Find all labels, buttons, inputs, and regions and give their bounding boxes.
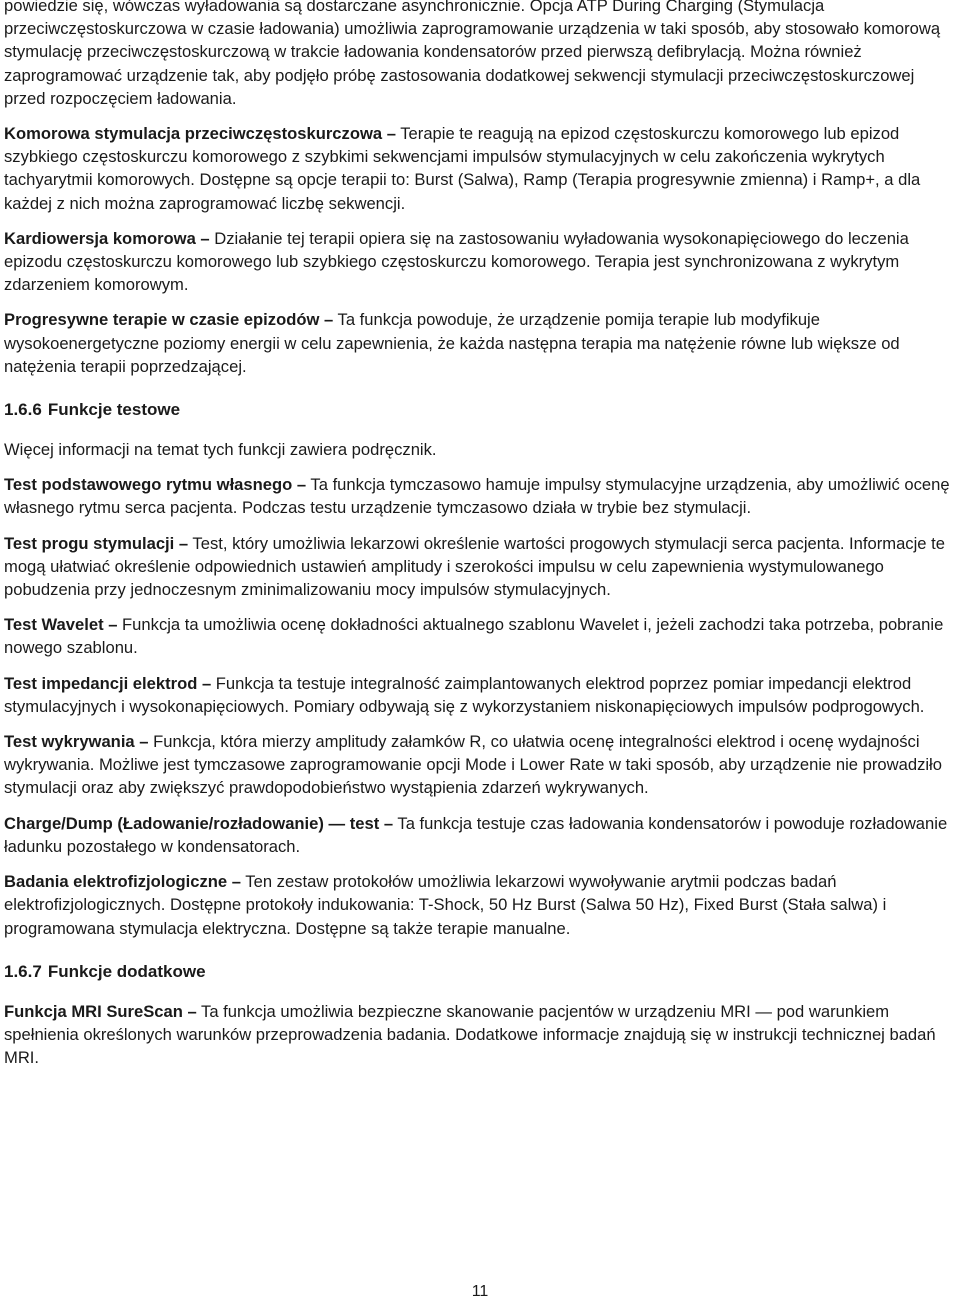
term-label: Test wykrywania – [4, 732, 149, 752]
term-description: Ta funkcja testuje czas ładowania kondensatorów i powoduje rozładowanie ładunku pozostałego w kondensatorach. [4, 813, 948, 856]
section-number: 1.6.6 [4, 400, 42, 420]
paragraph-ep-studies [4, 870, 956, 940]
paragraph-lead-impedance-test [4, 672, 956, 718]
term-label: Kardiowersja komorowa – [4, 228, 210, 248]
term-description: Terapie te reagują na epizod częstoskurczu komorowego lub epizod szybkiego częstoskurczu komorowego z szybkimi sekwencjami impulsów stymulacyjnych w celu zakończenia wykrytych tachyarytmii komorowych. Dostępne są opcje terapii to: Burst (Salwa), Ramp (Terapia progresywnie zmienna) i Ramp+, a dla każdej z nich można zaprogramować liczbę sekwencji. [4, 124, 921, 213]
paragraph-underlying-rhythm-test [4, 473, 956, 519]
paragraph-ventricular-atp [4, 122, 956, 215]
term-description: Funkcja, która mierzy amplitudy załamków R, co ułatwia ocenę integralności elektrod i ocenę wydajności wykrywania. Możliwe jest tymczasowe zaprogramowanie opcji Mode i Lower Rate w taki sposób, aby urządzenie nie prowadziło stymulacji oraz aby zwiększyć prawdopodobieństwo wystąpienia zdarzeń wykrywanych. [4, 732, 942, 798]
paragraph-text: powiedzie się, wówczas wyładowania są dostarczane asynchronicznie. Opcja ATP During Charging (Stymulacja przeciwczęstoskurczowa w czasie ładowania) umożliwia zaprogramowanie urządzenia w taki sposób, aby stosowało komorową stymulację przeciwczęstoskurczową w trakcie ładowania kondensatorów przed pierwszą defibrylacją. Można również zaprogramować urządzenie tak, aby podjęło próbę zastosowania dodatkowej sekwencji stymulacji przeciwczęstoskurczowej przed rozpoczęciem ładowania. [4, 0, 941, 108]
term-label: Badania elektrofizjologiczne – [4, 872, 241, 892]
section-intro [4, 438, 956, 461]
term-label: Test podstawowego rytmu własnego – [4, 475, 307, 495]
paragraph-charge-dump-test [4, 812, 956, 858]
term-description: Funkcja ta testuje integralność zaimplantowanych elektrod poprzez pomiar impedancji elektrod stymulacyjnych i wysokonapięciowych. Pomiary odbywają się z wykorzystaniem niskonapięciowych impulsów podprogowych. [4, 673, 925, 716]
term-label: Test impedancji elektrod – [4, 673, 212, 693]
term-label: Test Wavelet – [4, 615, 118, 635]
term-description: Ten zestaw protokołów umożliwia lekarzowi wywoływanie arytmii podczas badań elektrofizjologicznych. Dostępne protokoły indukowania: T-Shock, 50 Hz Burst (Salwa 50 Hz), Fixed Burst (Stała salwa) i programowana stymulacja elektryczna. Dostępne są także terapie manualne. [4, 872, 887, 938]
section-number: 1.6.7 [4, 961, 42, 981]
paragraph-progressive-episode-therapies [4, 308, 956, 378]
paragraph-wavelet-test [4, 613, 956, 659]
paragraph-atp-during-charging [4, 0, 956, 110]
document-page [4, 0, 956, 1081]
paragraph-pacing-threshold-test [4, 532, 956, 602]
term-description: Ta funkcja tymczasowo hamuje impulsy stymulacyjne urządzenia, aby umożliwić ocenę własnego rytmu serca pacjenta. Podczas testu urządzenie tymczasowo działa w trybie bez stymulacji. [4, 475, 950, 518]
paragraph-ventricular-cardioversion [4, 227, 956, 297]
term-description: Funkcja ta umożliwia ocenę dokładności aktualnego szablonu Wavelet i, jeżeli zachodzi taka potrzeba, pobranie nowego szablonu. [4, 615, 944, 658]
term-label: Komorowa stymulacja przeciwczęstoskurczowa – [4, 124, 396, 144]
term-label: Progresywne terapie w czasie epizodów – [4, 310, 334, 330]
section-heading-1-6-6 [4, 398, 956, 422]
section-heading-1-6-7 [4, 960, 956, 984]
term-label: Funkcja MRI SureScan – [4, 1001, 197, 1021]
term-description: Ta funkcja powoduje, że urządzenie pomija terapie lub modyfikuje wysokoenergetyczne poziomy energii w celu zapewnienia, że każda następna terapia ma natężenie równe lub większe od natężenia terapii poprzedzającej. [4, 310, 900, 376]
section-title: Funkcje testowe [47, 400, 181, 420]
term-description: Test, który umożliwia lekarzowi określenie wartości progowych stymulacji serca pacjenta. Informacje te mogą ułatwiać określenie odpowiednich ustawień amplitudy i szerokości impulsu w celu zapewnienia wystymulowanego pobudzenia przy jednoczesnym zminimalizowaniu mocy impulsów stymulacyjnych. [4, 533, 945, 600]
paragraph-text: Więcej informacji na temat tych funkcji zawiera podręcznik. [4, 440, 437, 460]
paragraph-mri-surescan [4, 1000, 956, 1070]
term-description: Działanie tej terapii opiera się na zastosowaniu wyładowania wysokonapięciowego do leczenia epizodu częstoskurczu komorowego lub szybkiego częstoskurczu komorowego. Terapia jest synchronizowana z wykrytym zdarzeniem komorowym. [4, 228, 909, 295]
section-title: Funkcje dodatkowe [47, 961, 206, 981]
term-label: Test progu stymulacji – [4, 533, 189, 553]
paragraph-sensing-test [4, 730, 956, 800]
term-label: Charge/Dump (Ładowanie/rozładowanie) — test – [4, 813, 394, 833]
term-description: Ta funkcja umożliwia bezpieczne skanowanie pacjentów w urządzeniu MRI — pod warunkiem spełnienia określonych warunków przeprowadzenia badania. Dodatkowe informacje znajdują się w instrukcji technicznej badań MRI. [4, 1001, 936, 1068]
page-number: 11 [471, 1283, 489, 1300]
